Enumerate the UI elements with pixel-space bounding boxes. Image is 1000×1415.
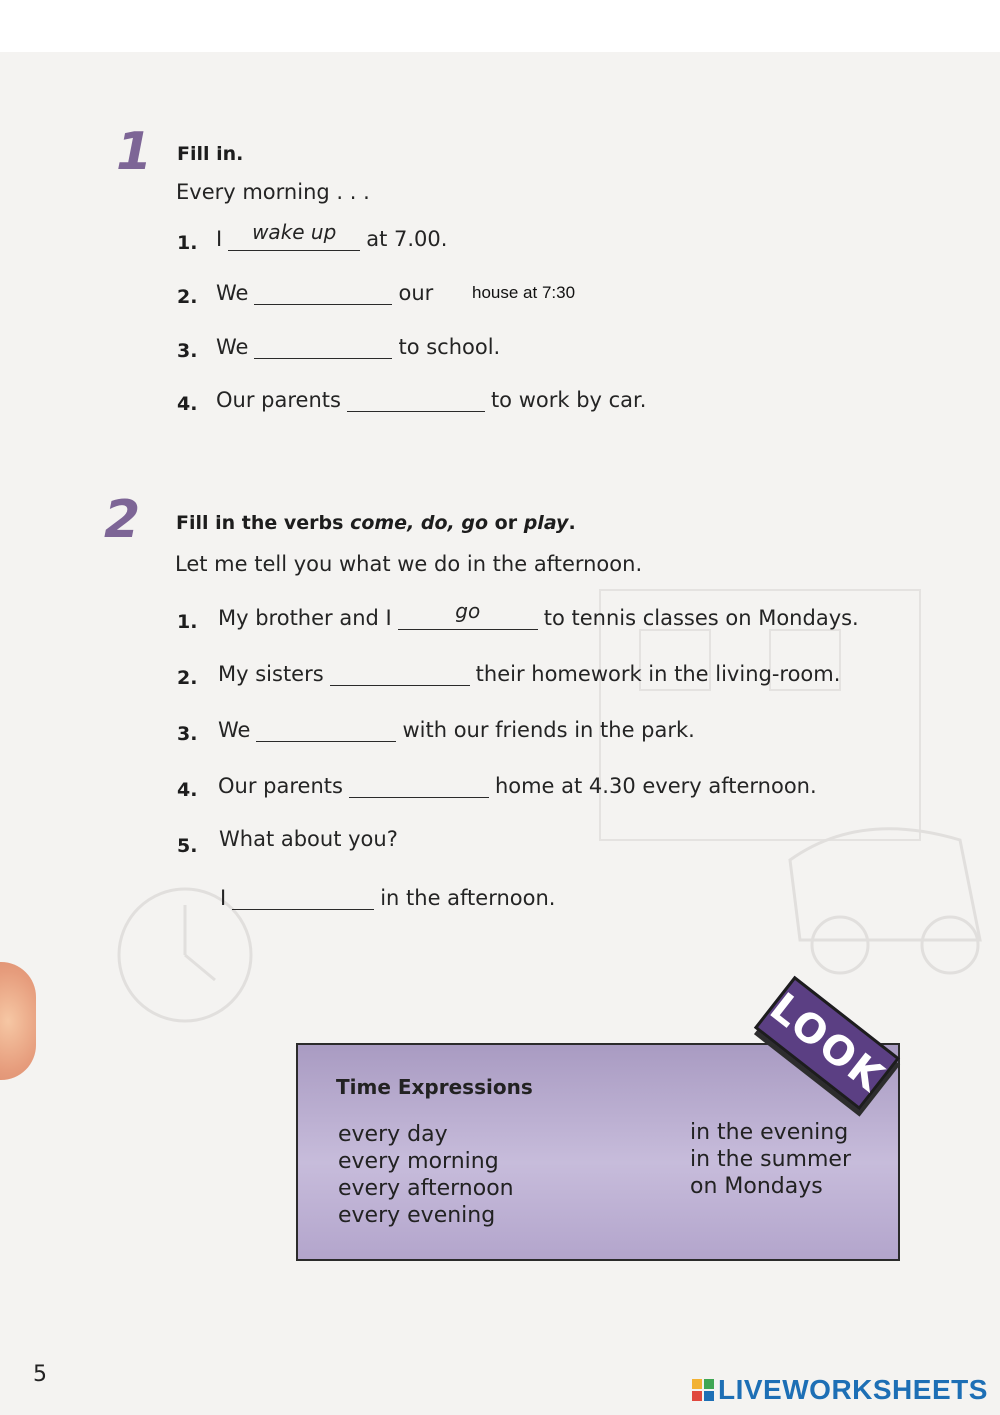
s1-item-1-blank[interactable] — [228, 220, 360, 251]
s1-item-1-answer: wake up — [252, 220, 337, 244]
s1-item-2 — [216, 278, 433, 305]
s2-item-4-before: Our parents — [218, 774, 343, 798]
look-box-left-column — [338, 1121, 514, 1229]
s1-item-4 — [216, 385, 646, 412]
s2-item-3-blank[interactable] — [256, 715, 396, 742]
s1-item-3-blank[interactable] — [254, 332, 392, 359]
s1-item-4-before: Our parents — [216, 388, 341, 412]
s2-item-1-blank[interactable] — [398, 599, 538, 630]
s1-item-3-number: 3. — [177, 340, 198, 362]
s1-item-2-before: We — [216, 281, 249, 305]
s2-item-5-answer-line — [220, 883, 555, 910]
look-box-title: Time Expressions — [336, 1075, 533, 1099]
section-2-number: 2 — [104, 490, 141, 550]
s1-item-2-blank[interactable] — [254, 278, 392, 305]
section-2-instruction-text: Fill in the verbs — [176, 512, 351, 534]
liveworksheets-logo-icon — [692, 1379, 714, 1401]
look-item: on Mondays — [690, 1174, 823, 1199]
look-badge: LOOK — [754, 976, 900, 1111]
finger-photo-edge — [0, 962, 36, 1080]
s1-item-2-after: our — [398, 281, 434, 305]
s2-item-3-after: with our friends in the park. — [402, 718, 695, 742]
s2-item-4 — [218, 771, 817, 798]
s2-item-1-answer: go — [455, 599, 481, 623]
s2-item-5-pronoun: I — [220, 886, 227, 910]
typed-note: house at 7:30 — [472, 283, 576, 302]
look-box-right-column — [690, 1119, 851, 1200]
s2-item-2-before: My sisters — [218, 662, 324, 686]
s1-item-1-after: at 7.00. — [366, 227, 448, 251]
look-box — [296, 1043, 900, 1261]
s2-item-3 — [218, 715, 695, 742]
s2-item-4-blank[interactable] — [349, 771, 489, 798]
s2-item-2-blank[interactable] — [330, 659, 470, 686]
section-2-intro: Let me tell you what we do in the afternoon. — [175, 552, 643, 576]
s2-item-1-before: My brother and I — [218, 606, 392, 630]
section-1-number: 1 — [116, 122, 153, 182]
s2-item-5 — [219, 827, 398, 851]
look-item: in the summer — [690, 1147, 851, 1172]
s2-item-2 — [218, 659, 840, 686]
page-number: 5 — [33, 1362, 47, 1387]
s2-item-5-blank[interactable] — [232, 883, 374, 910]
s2-item-3-number: 3. — [177, 723, 198, 745]
s1-item-4-blank[interactable] — [347, 385, 485, 412]
s1-item-2-number: 2. — [177, 286, 198, 308]
liveworksheets-logo-text: LIVEWORKSHEETS — [718, 1374, 988, 1405]
s1-item-1-number: 1. — [177, 232, 198, 254]
s1-item-3-after: to school. — [398, 335, 501, 359]
s1-item-1-before: I — [216, 227, 223, 251]
liveworksheets-logo[interactable] — [692, 1374, 988, 1406]
s1-item-3 — [216, 332, 500, 359]
s2-item-5-after: in the afternoon. — [380, 886, 556, 910]
s2-item-2-number: 2. — [177, 667, 198, 689]
section-2-instruction-or: or — [488, 512, 524, 534]
s1-item-4-after: to work by car. — [490, 388, 647, 412]
look-item: every evening — [338, 1203, 496, 1228]
look-item: every morning — [338, 1149, 499, 1174]
background-showthrough-heading — [640, 92, 665, 176]
s1-item-1 — [216, 220, 448, 251]
s2-item-5-number: 5. — [177, 835, 198, 857]
s2-item-1 — [218, 599, 859, 630]
look-item: in the evening — [690, 1120, 849, 1145]
look-item: every day — [338, 1122, 448, 1147]
top-margin — [0, 0, 1000, 52]
s2-item-4-number: 4. — [177, 779, 198, 801]
section-2-instruction — [176, 512, 576, 534]
s2-item-2-after: their homework in the living-room. — [475, 662, 841, 686]
look-item: every afternoon — [338, 1176, 514, 1201]
s2-item-1-number: 1. — [177, 611, 198, 633]
section-2-instruction-end: . — [568, 512, 576, 534]
section-1-intro: Every morning . . . — [176, 180, 370, 204]
s2-item-1-after: to tennis classes on Mondays. — [543, 606, 859, 630]
s1-item-4-number: 4. — [177, 393, 198, 415]
s2-item-5-question: What about you? — [219, 827, 398, 851]
section-2-instruction-verbs: come, do, go — [350, 512, 489, 534]
s1-item-3-before: We — [216, 335, 249, 359]
s2-item-4-after: home at 4.30 every afternoon. — [494, 774, 817, 798]
section-2-instruction-last-verb: play — [523, 512, 569, 534]
s2-item-3-before: We — [218, 718, 251, 742]
section-1-instruction: Fill in. — [177, 143, 244, 165]
